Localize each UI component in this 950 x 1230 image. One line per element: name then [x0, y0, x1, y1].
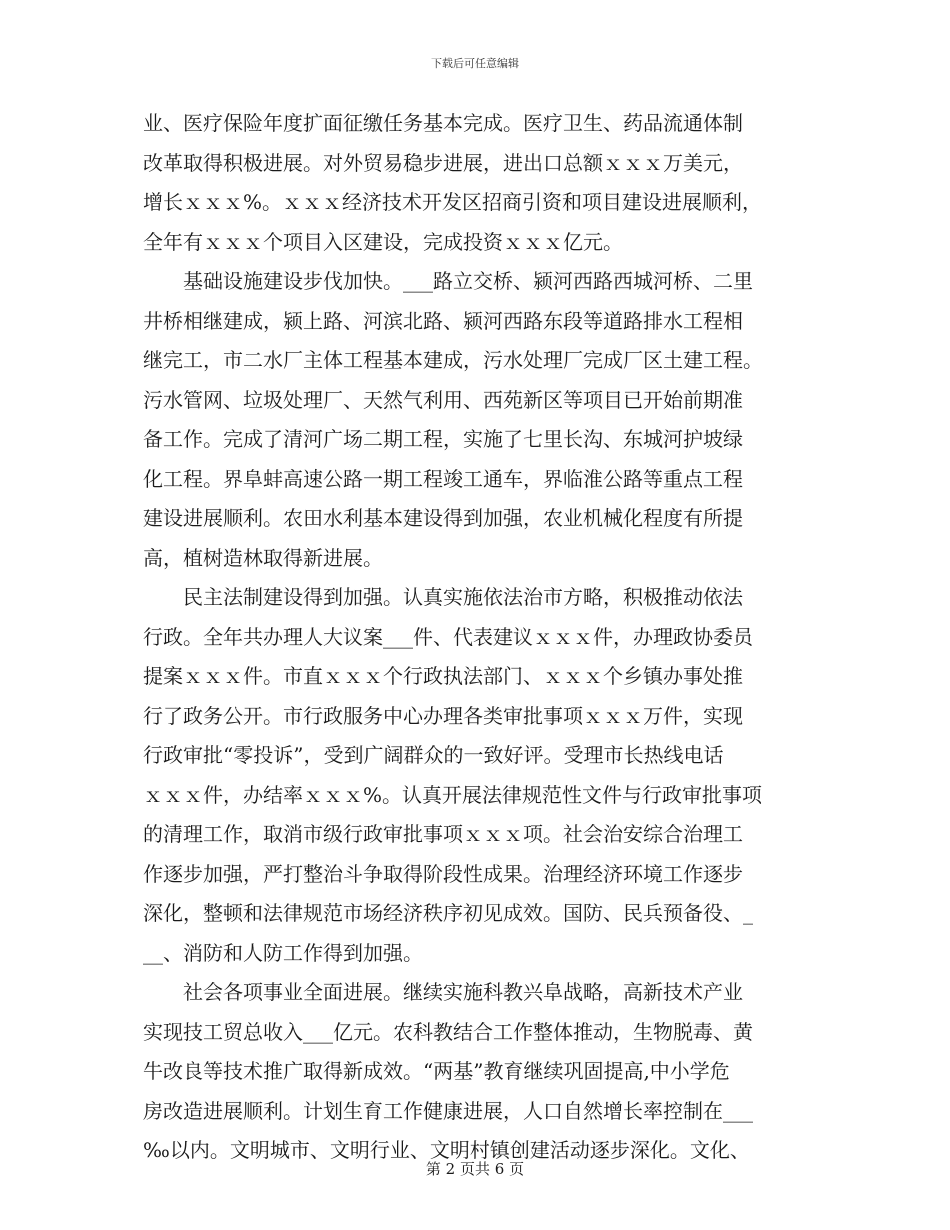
text-line: 继完工，市二水厂主体工程基本建成，污水处理厂完成厂区土建工程。: [143, 348, 763, 372]
text-line: 建设进展顺利。农田水利基本建设得到加强，农业机械化程度有所提: [143, 506, 743, 530]
text-line: 化工程。界阜蚌高速公路一期工程竣工通车，界临淮公路等重点工程: [143, 466, 743, 491]
text-line: 深化，整顿和法律规范市场经济秩序初见成效。国防、民兵预备役、_: [143, 901, 753, 925]
paragraph-start-line: 基础设施建设步伐加快。___路立交桥、颍河西路西城河桥、二里: [143, 269, 753, 293]
text-line: 牛改良等技术推广取得新成效。“两基”教育继续巩固提高,中小学危: [143, 1059, 730, 1083]
text-line: ｘｘｘ件，办结率ｘｘｘ%。认真开展法律规范性文件与行政审批事项: [143, 782, 763, 807]
text-line: 增长ｘｘｘ%。ｘｘｘ经济技术开发区招商引资和项目建设进展顺利，: [143, 190, 763, 214]
text-line: 作逐步加强，严打整治斗争取得阶段性成果。治理经济环境工作逐步: [143, 861, 743, 886]
text-line: ‰以内。文明城市、文明行业、文明村镇创建活动逐步深化。文化、: [143, 1138, 750, 1162]
text-line: __、消防和人防工作得到加强。: [143, 940, 423, 965]
text-line: 行政审批“零投诉”，受到广阔群众的一致好评。受理市长热线电话: [143, 743, 724, 767]
text-line: 行了政务公开。市行政服务中心办理各类审批事项ｘｘｘ万件，实现: [143, 703, 743, 728]
text-line: 高，植树造林取得新进展。: [143, 545, 383, 570]
text-line: 全年有ｘｘｘ个项目入区建设，完成投资ｘｘｘ亿元。: [143, 229, 623, 254]
text-line: 改革取得积极进展。对外贸易稳步进展，进出口总额ｘｘｘ万美元，: [143, 150, 743, 175]
page-footer: 第 2 页共 6 页: [425, 1160, 525, 1178]
page-header: 下载后可任意编辑: [431, 57, 519, 70]
text-line: 房改造进展顺利。计划生育工作健康进展，人口自然增长率控制在___: [143, 1098, 753, 1123]
paragraph-start-line: 社会各项事业全面进展。继续实施科教兴阜战略，高新技术产业: [143, 980, 743, 1004]
text-line: 业、医疗保险年度扩面征缴任务基本完成。医疗卫生、药品流通体制: [143, 111, 743, 135]
text-line: 的清理工作，取消市级行政审批事项ｘｘｘ项。社会治安综合治理工: [143, 822, 743, 846]
paragraph-start-line: 民主法制建设得到加强。认真实施依法治市方略，积极推动依法: [143, 585, 743, 609]
text-line: 备工作。完成了清河广场二期工程，实施了七里长沟、东城河护坡绿: [143, 427, 743, 451]
text-line: 污水管网、垃圾处理厂、天然气利用、西苑新区等项目已开始前期准: [143, 387, 743, 412]
text-line: 行政。全年共办理人大议案___件、代表建议ｘｘｘ件，办理政协委员: [143, 624, 753, 649]
document-body: [143, 104, 809, 1171]
text-line: 实现技工贸总收入___亿元。农科教结合工作整体推动，生物脱毒、黄: [143, 1019, 753, 1044]
text-line: 井桥相继建成，颍上路、河滨北路、颍河西路东段等道路排水工程相: [143, 308, 743, 333]
text-line: 提案ｘｘｘ件。市直ｘｘｘ个行政执法部门、ｘｘｘ个乡镇办事处推: [143, 664, 743, 688]
